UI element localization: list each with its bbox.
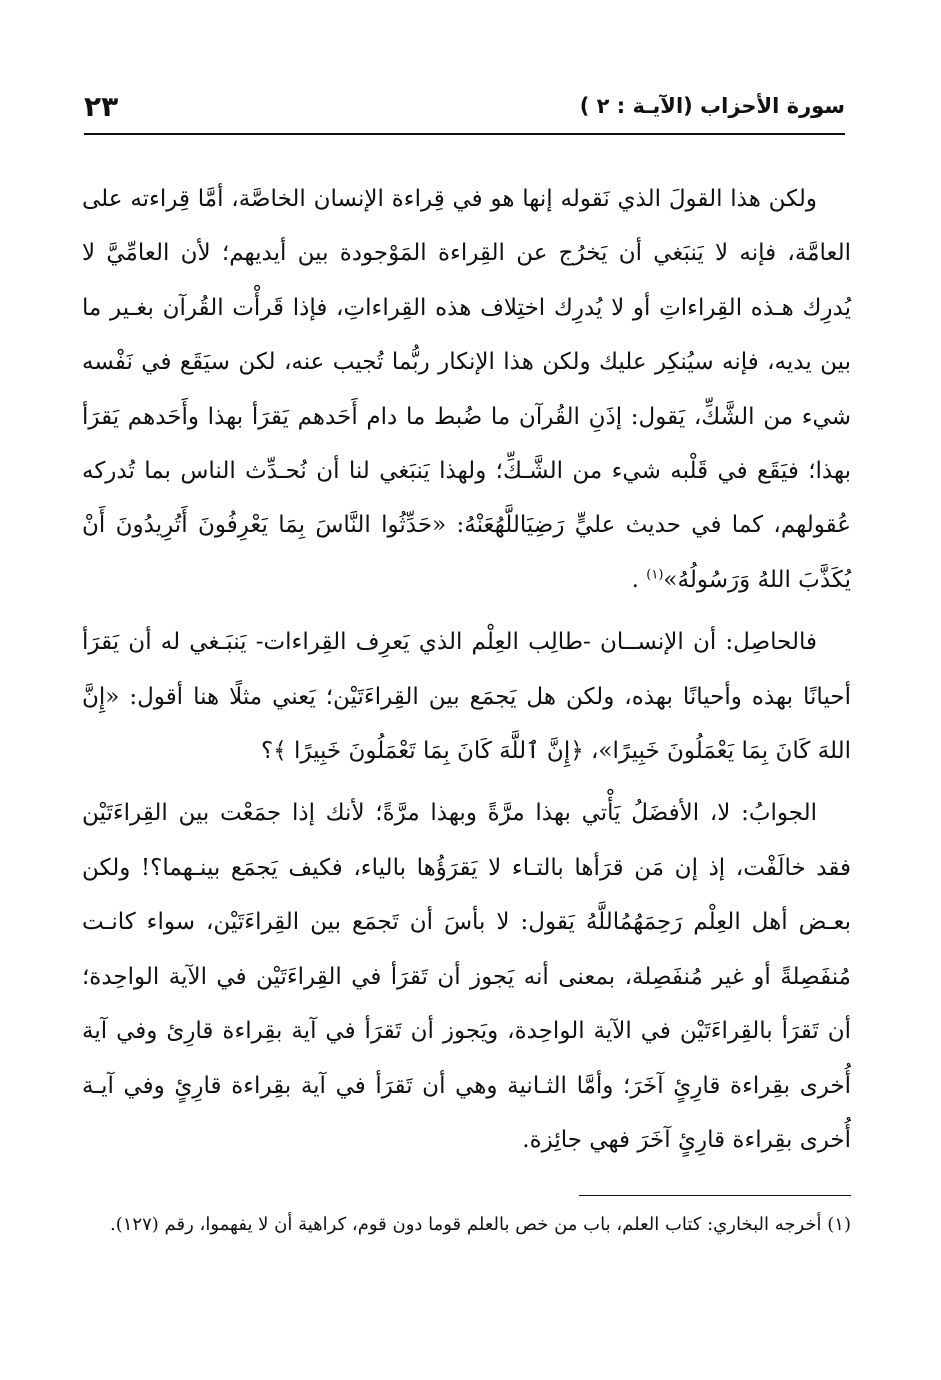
paragraph-text: ولكن هذا القولَ الذي نَقوله إنها هو في قِراءة الإنسان الخاصَّة، أمَّا قِراءته على العامَّة، فإنه لا يَنبَغي أن يَخرُج عن القِراءة المَوْجودة بين أيديهم؛ لأن العامِّيَّ لا يُدرِك هـذه القِراءاتِ أو لا يُدرِك اختِلاف هذه القِراءاتِ، فإذا قَرأْت القُرآن بغـير ما بين يديه، فإنه سيُنكِر عليك ولكن هذا الإنكار ربُّما تُجيب عنه، لكن سيَقَع في نَفْسه شيء من الشَّكِّ، يَقول: إذَنِ القُرآن ما ضُبط ما دام أَحَدهم يَقرَأ بهذا وأَحَدهم يَقرَأ بهذا؛ فيَقَع في قَلْبه شيء من الشَّـكِّ؛ ولهذا يَنبَغي لنا أن نُحـدِّث الناس بما تُدركه عُقولهم، كما في حديث عليٍّ رَضِيَاللَّهُعَنْهُ: «حَدِّثُوا النَّاسَ بِمَا يَعْرِفُونَ أَتُرِيدُونَ أَنْ يُكَذَّبَ اللهُ وَرَسُولُهُ» <box>82 186 851 593</box>
page-header <box>84 92 845 128</box>
footnote-rule <box>579 1195 851 1196</box>
footnote: (١) أخرجه البخاري: كتاب العلم، باب من خص بالعلم قوما دون قوم، كراهية أن لا يفهموا، رقم (١٢٧). <box>110 1214 851 1235</box>
footnote-marker: (١) <box>646 567 664 583</box>
paragraph <box>82 172 851 607</box>
paragraph <box>82 786 851 1167</box>
header-rule <box>84 133 845 135</box>
paragraph <box>82 615 851 778</box>
body-text <box>82 172 851 1167</box>
paragraph-text: الجوابُ: لا، الأفضَلُ يَأْتي بهذا مرَّةً وبهذا مرَّةً؛ لأنك إذا جمَعْت بين القِراءَتَيْن فقد خالَفْت، إذ إن مَن قرَأها بالتـاء لا يَقرَؤُها بالياء، فكيف يَجمَع بينـهما؟! ولكن بعـض أهل العِلْم رَحِمَهُمُاللَّهُ يَقول: لا بأسَ أن تَجمَع بين القِراءَتَيْن، سواء كانـت مُنفَصِلةً أو غير مُنفَصِلة، بمعنى أنه يَجوز أن تَقرَأ في القِراءَتَيْن في الآية الواحِدة؛ أن تَقرَأ بالقِراءَتَيْن في الآية الواحِدة، ويَجوز أن تَقرَأ في آية بقِراءة قارِئ وفي آية أُخرى بقِراءة قارِئٍ آخَرَ؛ وأمَّا الثـانية وهي أن تَقرَأ في آية بقِراءة قارِئٍ وفي آيـة أُخرى بقِراءة قارِئٍ آخَرَ فهي جائِزة. <box>82 800 851 1153</box>
paragraph-text: فالحاصِل: أن الإنســان -طالِب العِلْم الذي يَعرِف القِراءات- يَنبَـغي له أن يَقرَأ أحيانًا بهذه وأحيانًا بهذه، ولكن هل يَجمَع بين القِراءَتَيْن؛ يَعني مثلًا هنا أقول: «إِنَّ اللهَ كَانَ بِمَا يَعْمَلُونَ خَبِيرًا»، ﴿إِنَّ ٱللَّهَ كَانَ بِمَا تَعْمَلُونَ خَبِيرًا ﴾؟ <box>82 629 851 765</box>
paragraph-trailing: . <box>631 566 647 593</box>
running-head: سورة الأحزاب (الآيـة : ٢ ) <box>579 94 845 118</box>
footnotes <box>82 1207 851 1242</box>
page-number: ٢٣ <box>84 90 119 123</box>
